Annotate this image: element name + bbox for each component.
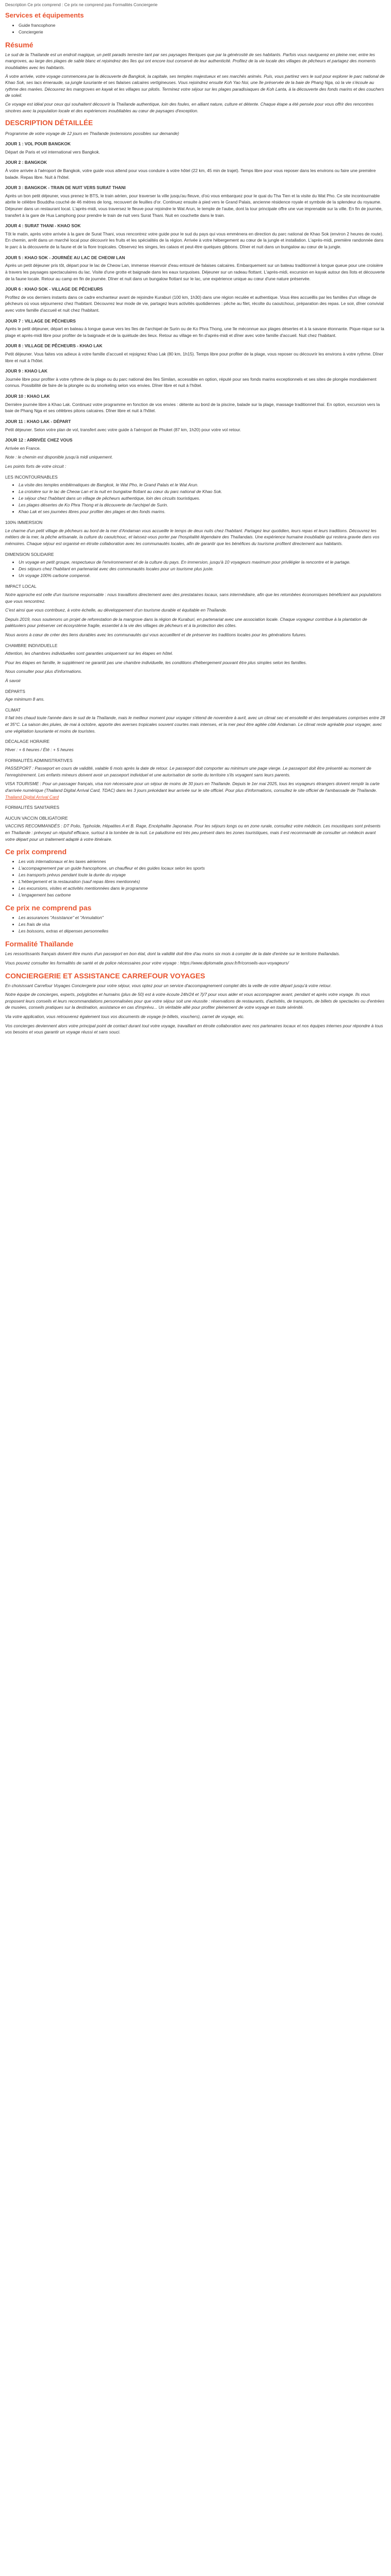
day-block <box>5 437 386 451</box>
highlight-item: • Le séjour chez l'habitant dans un village de pêcheurs authentique, loin des circuits touristiques. <box>19 495 386 502</box>
day-text: À votre arrivée à l'aéroport de Bangkok, votre guide vous attend pour vous conduire à votre hôtel (22 km, 45 min de trajet). Temps libre pour vous reposer dans les environs ou faire une première balade. Repas libre. Nuit à l'hôtel. <box>5 168 376 180</box>
included-item: • Les transports prévus pendant toute la durée du voyage <box>19 872 386 878</box>
day-title: JOUR 1 : VOL POUR BANGKOK <box>5 141 71 147</box>
housing-title: CHAMBRE INDIVIDUELLE <box>5 642 58 648</box>
day-text: Arrivée en France. <box>5 445 41 451</box>
departs-text: Age minimum 8 ans. <box>5 697 45 702</box>
included-title: Ce prix comprend <box>5 848 67 856</box>
housing-paragraph: Pour les étapes en famille, le supplément ne garantit pas une chambre individuelle, les conditions d'hébergement pouvant être plus simples selon les familles. <box>5 659 307 665</box>
day-text: Après un bon petit déjeuner, vous prenez le BTS, le train aérien, pour traverser la ville jusqu'au fleuve, d'où vous embarquez pour le quai du Tha Tien et la visite du Wat Pho. Ce site incontournable abrite le célèbre Bouddha couché de 46 mètres de long, recouvert de feuilles d'or. Continuez ensuite à pied vers le Grand Palais, ancienne résidence royale et symbole de la splendeur du royaume. Déjeuner dans un restaurant local. L'après-midi, vous traversez le fleuve pour rejoindre le Wat Arun, le temple de l'aube, dont la tour principale offre une vue imprenable sur la ville. En fin de journée, transfert à la gare de Hua Lamphong pour prendre le train de nuit vers Surat Thani. Nuit en couchette dans le train. <box>5 193 383 218</box>
day-title: JOUR 7 : VILLAGE DE PÊCHEURS <box>5 318 76 324</box>
health-text: VACCINS RECOMMANDÉS : DT Polio, Typhoïde, Hépatites A et B. Rage, Encéphalite Japonaise. Pour les séjours longs ou en zone rurale, consultez votre médecin. Les moustiques sont présents en Thaïlande : prévoyez un répulsif efficace, surtout à la tombée de la nuit. Le paludisme est très peu présent dans les zones touristiques, mais il est recommandé de consulter un médecin avant votre départ pour un traitement adapté à votre itinéraire. <box>5 823 381 842</box>
resume-paragraph: Ce voyage est idéal pour ceux qui souhaitent découvrir la Thaïlande authentique, loin des foules, en alliant nature, culture et détente. Chaque étape a été pensée pour vous offrir des rencontres sincères avec la population locale et des expériences inoubliables au cœur de paysages d'exception. <box>5 101 374 113</box>
day-block <box>5 343 386 364</box>
lag-text: Hiver : + 6 heures / Été : + 5 heures <box>5 747 74 752</box>
concierge-title: CONCIERGERIE ET ASSISTANCE CARREFOUR VOYAGES <box>5 971 205 980</box>
local-title: IMPACT LOCAL <box>5 584 37 589</box>
resume-title: Résumé <box>5 40 34 49</box>
included-item: • L'accompagnement par un guide francophone, un chauffeur et des guides locaux selon les sports <box>19 865 386 872</box>
day-text: Petit déjeuner. Selon votre plan de vol, transfert avec votre guide à l'aéroport de Phuket (87 km, 1h20) pour votre vol retour. <box>5 427 241 432</box>
highlights-list <box>5 482 386 515</box>
excluded-item: • Les assurances "Assistance" et "Annulation" <box>19 914 386 921</box>
excluded-list <box>5 914 386 935</box>
included-list <box>5 858 386 899</box>
housing-paragraph: Nous consulter pour plus d'informations. <box>5 669 83 674</box>
day-block <box>5 159 386 180</box>
description-intro: Programme de votre voyage de 12 jours en Thaïlande (extensions possibles sur demande) <box>5 130 180 136</box>
day-block <box>5 393 386 414</box>
day-block <box>5 286 386 313</box>
day-block <box>5 184 386 218</box>
day-block <box>5 255 386 282</box>
concierge-paragraph: Via votre application, vous retrouverez également tous vos documents de voyage (e-billets, vouchers), carnet de voyage, etc. <box>5 1014 245 1020</box>
breadcrumb: Description Ce prix comprend : Ce prix ne comprend pas Formalités Conciergerie <box>5 3 158 7</box>
concierge-paragraph: En choisissant Carrefour Voyages Conciergerie pour votre séjour, vous optez pour un service d'accompagnement complet dès la veille de votre départ jusqu'à votre retour. <box>5 982 332 988</box>
services-title: Services et équipements <box>5 11 84 20</box>
included-item: • L'hébergement et la restauration (sauf repas libres mentionnés) <box>19 878 386 885</box>
authentic-text: Le charme d'un petit village de pêcheurs au bord de la mer d'Andaman vous accueille le temps de deux nuits chez l'habitant. Partagez leur quotidien, leurs repas et leurs traditions. Découvrez les métiers de la mer, la pêche artisanale, la culture du caoutchouc, et laissez-vous porter par l'hospitalité légendaire des Thaïlandais. Une expérience humaine inoubliable qui restera gravée dans vos mémoires. Chaque séjour est organisé en étroite collaboration avec les communautés locales, afin de garantir que les bénéfices du tourisme profitent directement aux habitants. <box>5 528 380 547</box>
local-paragraph: C'est ainsi que vous contribuez, à votre échelle, au développement d'un tourisme durable et équitable en Thaïlande. <box>5 607 227 613</box>
day-text: Journée libre pour profiter à votre rythme de la plage ou du parc national des îles Similan, accessible en option, réputé pour ses fonds marins exceptionnels et ses sites de plongée mondialement connus. Possibilité de faire de la plongée ou du snorkeling selon vos envies. Dîner libre et nuit à l'hôtel. <box>5 376 377 388</box>
day-block <box>5 141 386 155</box>
day-title: JOUR 5 : KHAO SOK - JOURNÉE AU LAC DE CHEOW LAN <box>5 255 125 260</box>
extra-title: Les points forts de votre circuit : <box>5 463 67 469</box>
comfort-item: • Un voyage 100% carbone compensé. <box>19 572 386 579</box>
authentic-title: 100% IMMERSION <box>5 520 43 526</box>
day-title: JOUR 4 : SURAT THANI - KHAO SOK <box>5 223 81 229</box>
service-item: • Conciergerie <box>19 29 386 36</box>
included-item: • Les vols internationaux et les taxes aériennes <box>19 858 386 865</box>
day-text: Départ de Paris et vol international vers Bangkok. <box>5 149 100 155</box>
housing-paragraph: Attention, les chambres individuelles sont garanties uniquement sur les étapes en hôtel. <box>5 651 173 656</box>
departs-title: DÉPARTS <box>5 688 25 694</box>
highlight-item: • La visite des temples emblématiques de Bangkok, le Wat Pho, le Grand Palais et le Wat Arun. <box>19 482 386 488</box>
comfort-title: DIMENSION SOLIDAIRE <box>5 551 54 557</box>
day-text: Dernière journée libre à Khao Lak. Continuez votre programme en fonction de vos envies : détente au bord de la piscine, balade sur la plage, massage traditionnel thaï. En option, excursion vers la baie de Phang Nga et ses célèbres pitons calcaires. Dîner libre et nuit à l'hôtel. <box>5 401 380 414</box>
concierge-paragraph: Vos concierges deviennent alors votre principal point de contact durant tout votre voyage, travaillant en étroite collaboration avec nos partenaires locaux et nos équipes internes pour répondre à tous vos besoins et vous garantir un voyage réussi et sans souci. <box>5 1023 383 1035</box>
local-paragraph: Depuis 2019, nous soutenons un projet de reforestation de la mangrove dans la région de Kuraburi, en partenariat avec une association locale. Chaque voyageur contribue à la plantation de palétuviers pour préserver cet écosystème fragile, essentiel à la vie des villages de pêcheurs et à la protection des côtes. <box>5 616 367 629</box>
day-title: JOUR 10 : KHAO LAK <box>5 394 50 399</box>
days-note: Note : le chemin est disponible jusqu'à midi uniquement. <box>5 454 113 460</box>
day-title: JOUR 3 : BANGKOK - TRAIN DE NUIT VERS SURAT THANI <box>5 185 126 191</box>
day-text: Après un petit déjeuner pris tôt, départ pour le lac de Cheow Lan, immense réservoir d'eau entouré de falaises calcaires. Embarquement sur un bateau traditionnel à longue queue pour une croisière à travers les paysages spectaculaires du lac. Visite d'une grotte et baignade dans les eaux turquoises. Déjeuner sur un radeau flottant. L'après-midi, excursion en kayak autour des îlots et découverte de la faune locale. Retour au camp en fin de journée. Dîner et nuit dans un bungalow flottant sur le lac, une expérience unique au cœur d'une nature préservée. <box>5 263 385 281</box>
health-subtitle: AUCUN VACCIN OBLIGATOIRE <box>5 815 68 821</box>
formalites-paragraph: Vous pouvez consulter les formalités de santé et de police nécessaires pour votre voyage : https://www.diplomatie.gouv.fr/fr/conseils-aux-voyageurs/ <box>5 960 289 965</box>
day-block <box>5 368 386 389</box>
resume-paragraph: À votre arrivée, votre voyage commencera par la découverte de Bangkok, la capitale, ses temples majestueux et ses marchés animés. Puis, vous partirez vers le sud pour explorer le parc national de Khao Sok, ses lacs émeraude, sa jungle luxuriante et ses falaises calcaires vertigineuses. Vous rejoindrez ensuite Koh Yao Noi, une île préservée de la baie de Phang Nga, où la vie s'écoule au rythme des marées. Découvrez les mangroves en kayak et les villages sur pilotis. Terminez votre séjour sur les plages paradisiaques de Koh Lanta, à la découverte des fonds marins et des couchers de soleil. <box>5 73 385 98</box>
formalites-title: Formalité Thaïlande <box>5 940 74 948</box>
excluded-item: • Les boissons, extras et dépenses personnelles <box>19 928 386 935</box>
day-title: JOUR 12 : ARRIVÉE CHEZ VOUS <box>5 437 73 443</box>
excluded-item: • Les frais de visa <box>19 921 386 928</box>
page <box>0 0 391 1043</box>
included-item: • Les excursions, visites et activités mentionnées dans le programme <box>19 885 386 892</box>
day-block <box>5 318 386 339</box>
day-title: JOUR 8 : VILLAGE DE PÊCHEURS - KHAO LAK <box>5 343 103 349</box>
day-text: Profitez de vos derniers instants dans ce cadre enchanteur avant de rejoindre Kuraburi (100 km, 1h30) dans une région reculée et authentique. Vous êtes accueillis par les familles d'un village de pêcheurs où vous séjournerez chez l'habitant. Découvrez leur mode de vie, partagez leurs activités quotidiennes : pêche au filet, récolte du caoutchouc, préparation des repas. Le soir, dîner convivial avec votre famille d'accueil et nuit chez l'habitant. <box>5 294 384 313</box>
day-title: JOUR 6 : KHAO SOK - VILLAGE DE PÊCHEURS <box>5 286 103 292</box>
day-text: Après le petit déjeuner, départ en bateau à longue queue vers les îles de l'archipel de Surin ou de Ko Phra Thong, une île méconnue aux plages désertes et à la savane étonnante. Pique-nique sur la plage et après-midi libre pour profiter de la baignade et de la quiétude des lieux. Retour au village en fin d'après-midi et dîner avec votre famille d'accueil. Nuit chez l'habitant. <box>5 326 384 338</box>
day-text: Tôt le matin, après votre arrivée à la gare de Surat Thani, vous rencontrez votre guide pour le sud du pays qui vous emmènera en direction du parc national de Khao Sok (environ 2 heures de route). En chemin, arrêt dans un marché local pour découvrir les fruits et les spécialités de la région. Arrivée à votre hébergement au cœur de la jungle et installation. L'après-midi, première randonnée dans le parc à la découverte de la faune et de la flore tropicales. Observez les singes, les calaos et peut-être quelques gibbons. Dîner et nuit dans un bungalow au cœur de la jungle. <box>5 231 384 250</box>
description-title: DESCRIPTION DÉTAILLÉE <box>5 119 93 127</box>
concierge-paragraph: Notre équipe de concierges, experts, polyglottes et humains (plus de 50) est à votre écoute 24h/24 et 7j/7 pour vous aider et vous accompagner avant, pendant et après votre voyage. Ils vous proposent leurs conseils et leurs recommandations personnalisées pour que votre séjour soit une réussite : réservations de restaurants, d'activités, de transports, de billets de spectacles ou d'entrées de musées, conseils pratiques sur la destination, assistance en cas d'imprévu... Un véritable allié pour profiter pleinement de votre voyage en toute sérénité. <box>5 992 385 1010</box>
lag-title: DÉCALAGE HORAIRE <box>5 739 50 744</box>
services-list <box>5 22 386 36</box>
highlight-item: • La croisière sur le lac de Cheow Lan et la nuit en bungalow flottant au cœur du parc national de Khao Sok. <box>19 488 386 495</box>
highlight-item: • Les plages désertes de Ko Phra Thong et la découverte de l'archipel de Surin. <box>19 502 386 509</box>
price-label: À savoir <box>5 678 21 684</box>
comfort-list <box>5 559 386 579</box>
comfort-item: • Des séjours chez l'habitant en partenariat avec des communautés locales pour un tourisme plus juste. <box>19 566 386 572</box>
climate-text: Il fait très chaud toute l'année dans le sud de la Thaïlande, mais le meilleur moment pour voyager s'étend de novembre à avril, avec un climat sec et ensoleillé et des températures comprises entre 28 et 35°C. La saison des pluies, de mai à octobre, apporte des averses tropicales souvent courtes mais intenses, et la mer peut être agitée côté Andaman. Le climat reste agréable pour voyager, avec une végétation luxuriante et moins de touristes. <box>5 715 385 734</box>
service-item: • Guide francophone <box>19 22 386 29</box>
admin-paragraph <box>5 781 386 800</box>
day-block <box>5 418 386 433</box>
day-title: JOUR 11 : KHAO LAK - DÉPART <box>5 418 71 424</box>
resume-paragraph: Le sud de la Thaïlande est un endroit magique, un petit paradis terrestre tant par ses paysages féeriques que par la générosité de ses habitants. Parfois vous naviguerez en pleine mer, entre les mangroves, au large des plages de sable blanc et rejoindrez des îles qui ont encore tout conservé de leur authenticité. Profitez de la vie locale des villages de pêcheurs et partagez des moments inoubliables avec les habitants. <box>5 52 376 71</box>
admin-paragraph: PASSEPORT : Passeport en cours de validité, valable 6 mois après la date de retour. Le passeport doit comporter au minimum une page vierge. Le passeport doit être présenté au moment de l'enregistrement. Les enfants mineurs doivent avoir un passeport individuel et une autorisation de sortie du territoire s'ils voyagent sans leurs parents. <box>5 766 371 777</box>
health-title: FORMALITÉS SANITAIRES <box>5 805 60 810</box>
formalites-paragraph: Les ressortissants français doivent être munis d'un passeport en bon état, dont la validité doit être d'au moins six mois à compter de la date d'entrée sur le territoire thaïlandais. <box>5 951 340 957</box>
excluded-title: Ce prix ne comprend pas <box>5 904 92 912</box>
day-text: Petit déjeuner. Vous faites vos adieux à votre famille d'accueil et rejoignez Khao Lak (80 km, 1h15). Temps libre pour profiter de la plage, vous reposer ou découvrir les environs à votre rythme. Dîner libre et nuit à l'hôtel. <box>5 351 384 363</box>
local-paragraph: Notre approche est celle d'un tourisme responsable : nous travaillons directement avec des prestataires locaux, sans intermédiaire, afin que les retombées économiques bénéficient aux populations que vous rencontrez. <box>5 591 382 604</box>
admin-title: FORMALITÉS ADMINISTRATIVES <box>5 757 73 763</box>
included-item: • L'engagement bas carbone <box>19 892 386 899</box>
tdac-link[interactable]: Thailand Digital Arrival Card <box>5 794 59 800</box>
climate-title: CLIMAT <box>5 707 21 713</box>
highlights-title: LES INCONTOURNABLES <box>5 474 58 480</box>
day-title: JOUR 9 : KHAO LAK <box>5 368 47 374</box>
highlight-item: • Khao Lak et ses journées libres pour profiter des plages et des fonds marins. <box>19 509 386 515</box>
comfort-item: • Un voyage en petit groupe, respectueux de l'environnement et de la culture du pays. En immersion, jusqu'à 10 voyageurs maximum pour privilégier la rencontre et le partage. <box>19 559 386 566</box>
day-block <box>5 223 386 250</box>
admin-paragraph-text: VISA TOURISME : Pour un passager français, visa non nécessaire pour un séjour de moins de 30 jours en Thaïlande. Depuis le 1er mai 2025, tous les voyageurs étrangers doivent remplir la carte d'arrivée numérique (Thailand Digital Arrival Card, TDAC) dans les 3 jours précédant leur arrivée sur le site officiel. Pour plus d'informations, consultez le site officiel de l'ambassade de Thaïlande. <box>5 781 380 793</box>
day-title: JOUR 2 : BANGKOK <box>5 160 47 165</box>
local-paragraph: Nous avons à cœur de créer des liens durables avec les communautés qui vous accueillent et de préserver les traditions locales pour les générations futures. <box>5 632 307 637</box>
